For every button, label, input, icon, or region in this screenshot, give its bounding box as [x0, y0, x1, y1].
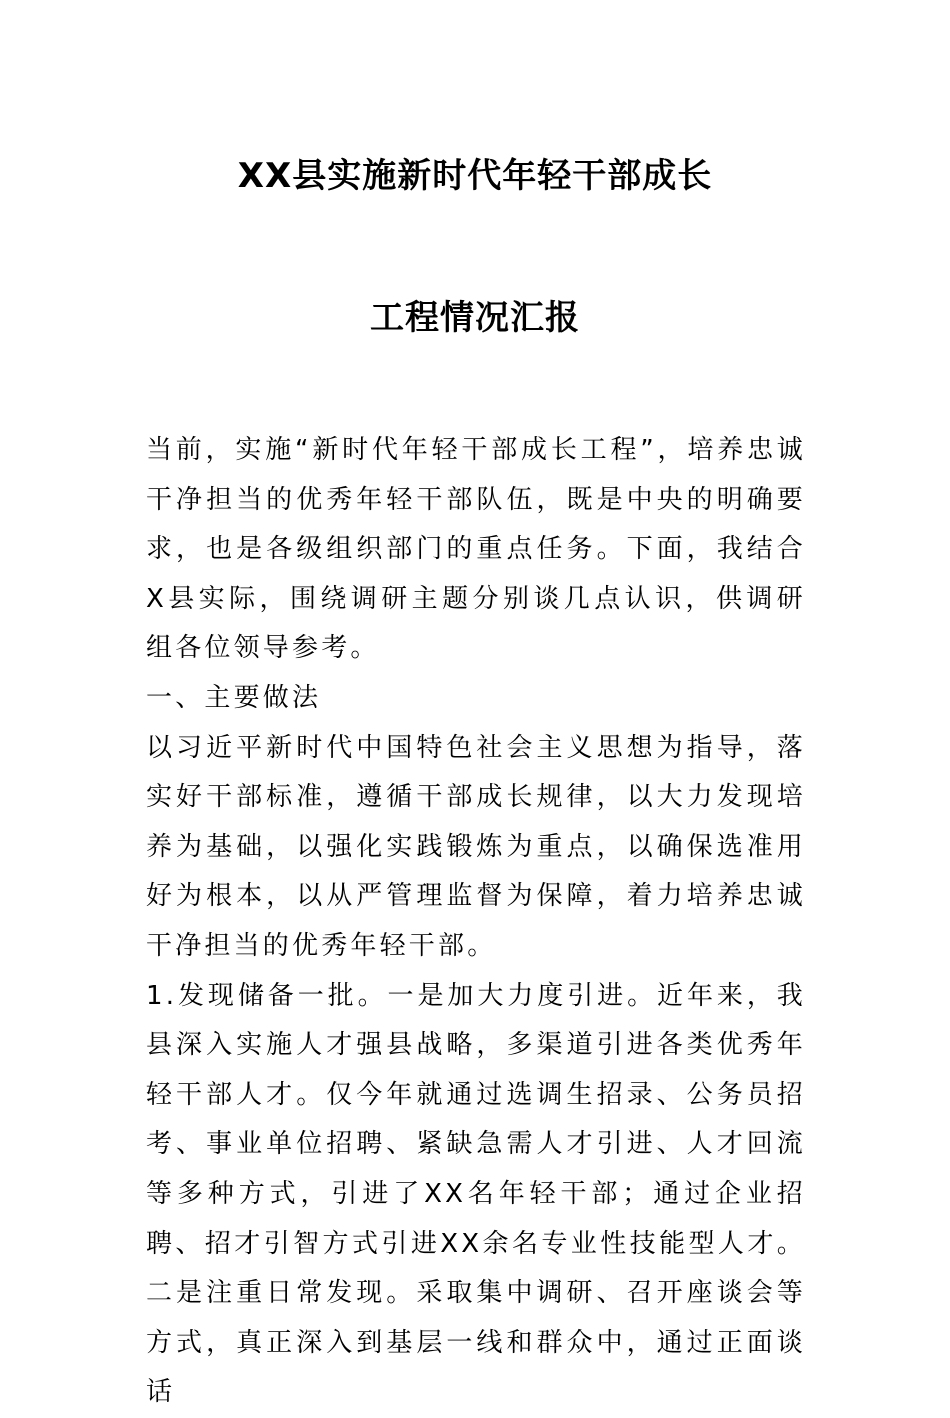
paragraph-intro: 当前，实施“新时代年轻干部成长工程”，培养忠诚干净担当的优秀年轻干部队伍，既是中央的明确要求，也是各级组织部门的重点任务。下面，我结合X县实际，围绕调研主题分别谈几点认识，供调研组各位领导参考。: [146, 435, 806, 664]
section-heading: 一、主要做法: [146, 682, 322, 713]
paragraph-guideline: 以习近平新时代中国特色社会主义思想为指导，落实好干部标准，遵循干部成长规律，以大力发现培养为基础，以强化实践锻炼为重点，以确保选准用好为根本，以从严管理监督为保障，着力培养忠诚干净担当的优秀年轻干部。: [146, 732, 806, 961]
document-title-line1: XX县实施新时代年轻干部成长: [237, 156, 713, 196]
paragraph-item-1: 1.发现储备一批。一是加大力度引进。近年来，我县深入实施人才强县战略，多渠道引进各类优秀年轻干部人才。仅今年就通过选调生招录、公务员招考、事业单位招聘、紧缺急需人才引进、人才回流等多种方式，引进了XX名年轻干部；通过企业招聘、招才引智方式引进XX余名专业性技能型人才。二是注重日常发现。采取集中调研、召开座谈会等方式，真正深入到基层一线和群众中，通过正面谈话: [146, 980, 806, 1408]
document-body: [146, 426, 806, 1418]
document-title-line2: 工程情况汇报: [370, 298, 580, 338]
